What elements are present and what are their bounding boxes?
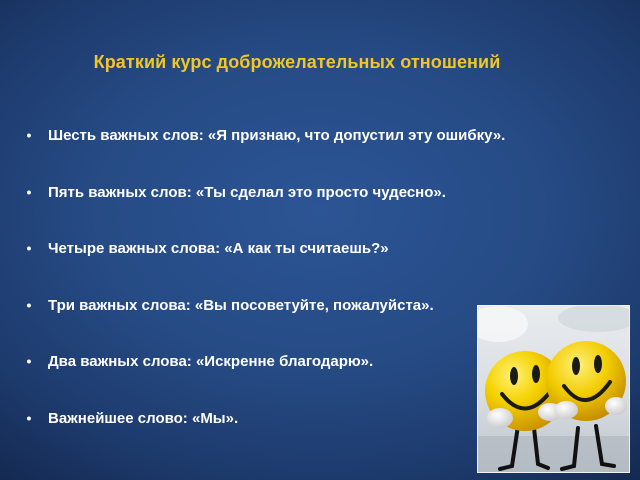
list-item: [20, 241, 505, 256]
list-item-text: Два важных слова: «Искренне благодарю».: [48, 353, 374, 370]
slide-title: Краткий курс доброжелательных отношений: [93, 52, 501, 72]
smileys-illustration: [478, 306, 629, 472]
bullet-icon: •: [26, 240, 32, 256]
bullet-icon: •: [26, 409, 32, 426]
bullet-icon: •: [26, 296, 32, 313]
list-item-text: Три важных слова: «Вы посоветуйте, пожалуйста».: [48, 296, 434, 314]
bullet-list: [20, 128, 505, 467]
bullet-icon: •: [26, 353, 32, 369]
list-item-text: Важнейшее слово: «Мы».: [48, 409, 239, 427]
list-item: [20, 128, 505, 143]
list-item: [20, 298, 505, 313]
list-item: [20, 185, 505, 200]
list-item-text: Четыре важных слова: «А как ты считаешь?»: [48, 240, 389, 257]
bullet-icon: •: [26, 127, 32, 143]
smiley-photo: [477, 305, 630, 473]
bullet-icon: •: [26, 183, 32, 200]
list-item: [20, 411, 505, 426]
list-item: [20, 354, 505, 369]
list-item-text: Шесть важных слов: «Я признаю, что допустил эту ошибку».: [48, 127, 506, 144]
list-item-text: Пять важных слов: «Ты сделал это просто чудесно».: [48, 183, 446, 201]
